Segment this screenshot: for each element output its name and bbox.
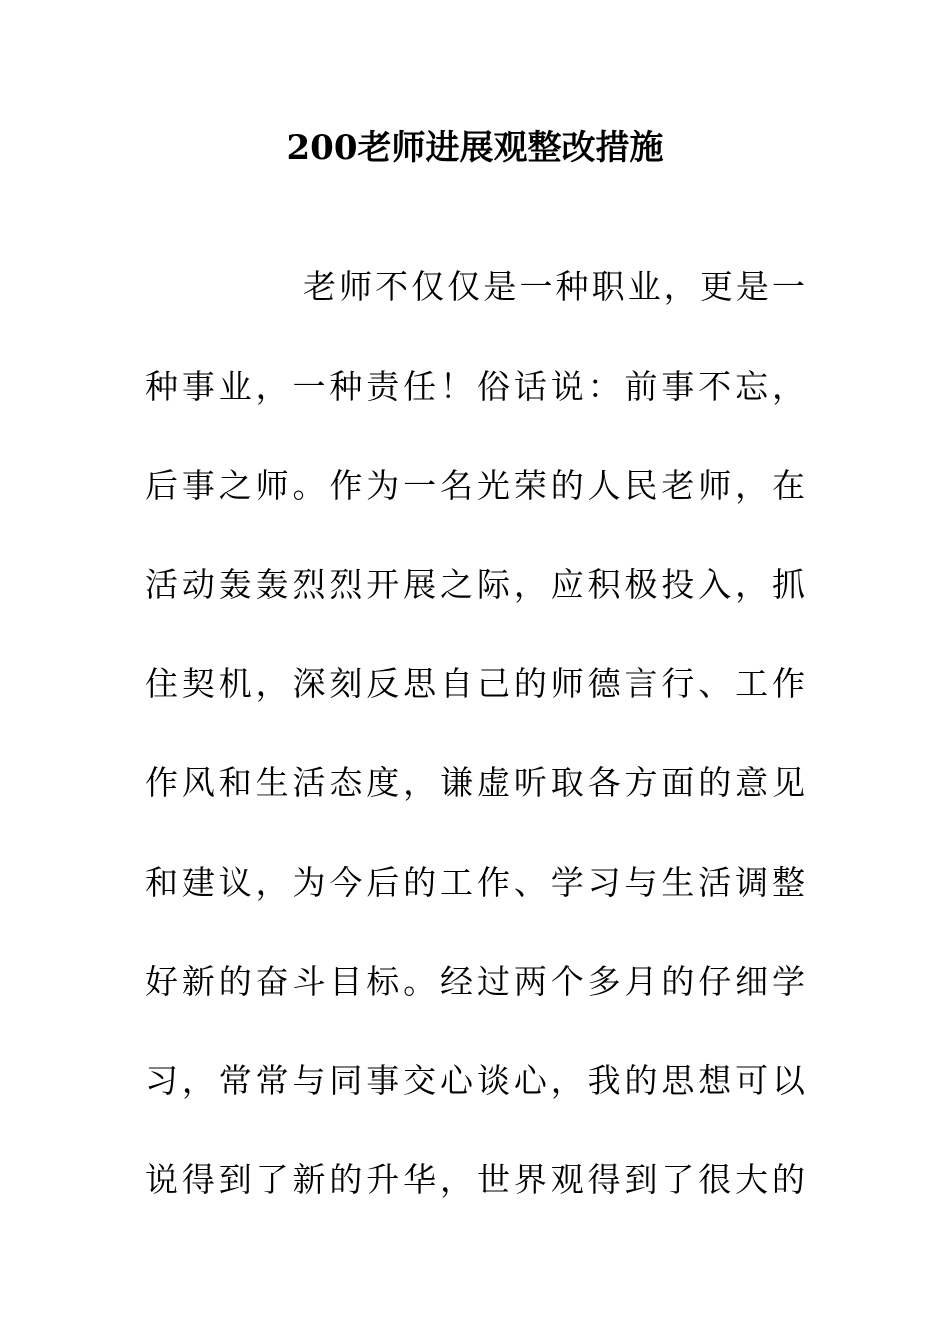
paragraph-line: 后事之师。作为一名光荣的人民老师，在 xyxy=(145,466,805,505)
paragraph-line: 作风和生活态度，谦虚听取各方面的意见 xyxy=(145,763,805,802)
paragraph-line: 活动轰轰烈烈开展之际，应积极投入，抓 xyxy=(145,565,805,604)
paragraph-line: 老师不仅仅是一种职业，更是一 xyxy=(303,267,805,306)
paragraph-line: 习，常常与同事交心谈心，我的思想可以 xyxy=(145,1061,805,1100)
paragraph-line: 说得到了新的升华，世界观得到了很大的 xyxy=(145,1160,805,1199)
paragraph-line: 和建议，为今后的工作、学习与生活调整 xyxy=(145,863,805,902)
paragraph-line: 种事业，一种责任！俗话说：前事不忘， xyxy=(145,367,805,406)
document-title: 200老师进展观整改措施 xyxy=(286,128,664,168)
paragraph-line: 住契机，深刻反思自己的师德言行、工作 xyxy=(145,664,805,703)
paragraph-line: 好新的奋斗目标。经过两个多月的仔细学 xyxy=(145,962,805,1001)
